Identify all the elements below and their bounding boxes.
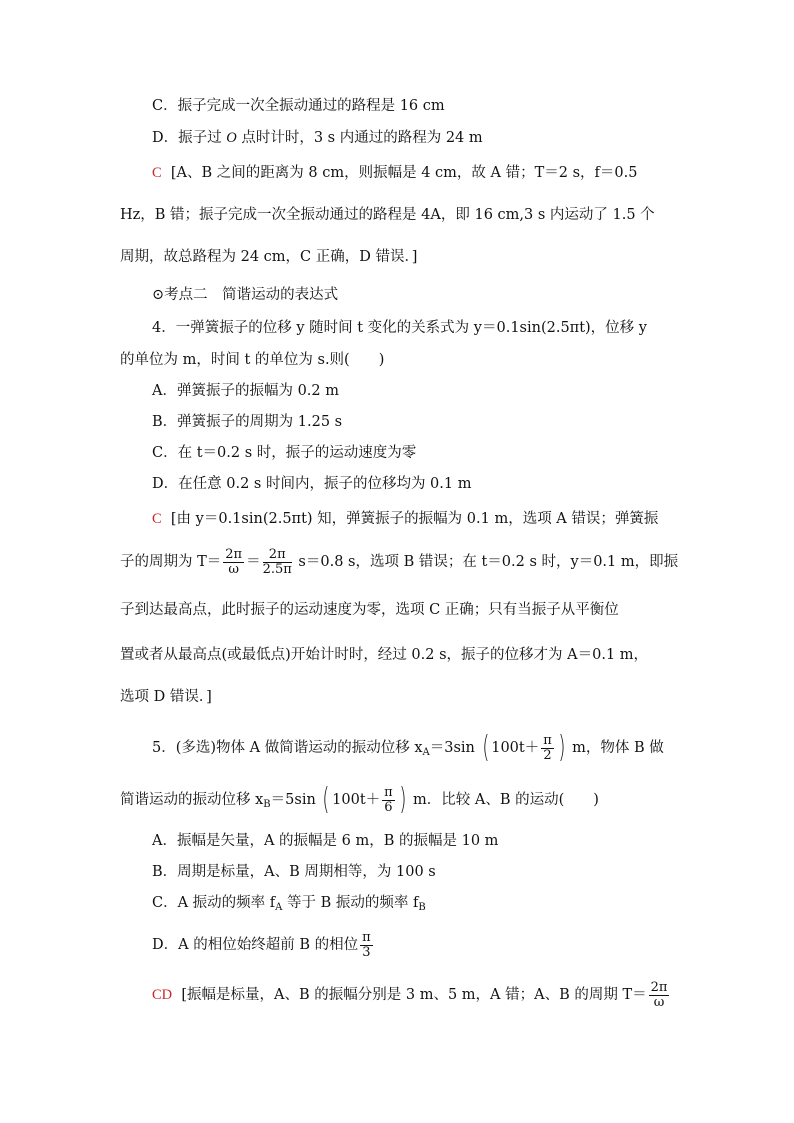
- section-heading: [152, 285, 338, 305]
- q4-stem-2: 的单位为 m，时间 t 的单位为 s.则( ): [120, 352, 385, 368]
- q4-option-a: A．弹簧振子的振幅为 0.2 m: [152, 383, 339, 399]
- q3-option-d: D．振子过 O 点时计时，3 s 内通过的路程为 24 m: [152, 130, 483, 146]
- q4-answer: C: [152, 511, 162, 527]
- q4-option-c: C．在 t＝0.2 s 时，振子的运动速度为零: [152, 445, 417, 461]
- q5-option-d: D．A 的相位始终超前 B 的相位 $\frac{\pi}{3}$: [152, 929, 371, 960]
- q5-stem-1: 5．(多选)物体 A 做简谐运动的振动位移 $x_A=3\sin$ ( 100t＋ $\frac{\pi}{2}$ ) m，物体 B 做: [152, 730, 664, 765]
- q4-stem-1: 4．一弹簧振子的位移 y 随时间 t 变化的关系式为 y＝0.1sin(2.5πt)，位移 y: [152, 320, 647, 336]
- q5-stem-2: 简谐运动的振动位移 $x_B=5\sin$ ( 100t＋ $\frac{\pi}{6}$ ) m．比较 A、B 的运动( ): [120, 782, 599, 817]
- q5-answer-line: [152, 977, 671, 1013]
- fraction-2pi-omega: $\frac{2\pi}{\omega}$: [225, 546, 243, 577]
- q4-explanation-5: 选项 D 错误．]: [120, 689, 212, 705]
- q3-explanation-2: Hz，B 错；振子完成一次全振动通过的路程是 4A，即 16 cm,3 s 内运动了 1.5 个: [120, 207, 655, 223]
- q3-explanation-1: [A、B 之间的距离为 8 cm，则振幅是 4 cm，故 A 错；T＝2 s，f＝0.5: [170, 165, 638, 181]
- q5-answer: CD: [152, 987, 173, 1003]
- fraction-2pi-2-5pi: $\frac{2\pi}{2.5\pi}$: [262, 546, 292, 577]
- q3-explanation-3: 周期，故总路程为 24 cm，C 正确，D 错误．]: [120, 249, 418, 265]
- q5-explanation-1: [振幅是标量，A、B 的振幅分别是 3 m、5 m，A 错；A、B 的周期 T＝: [181, 987, 647, 1003]
- q4-explanation-1: [由 y＝0.1sin(2.5πt) 知，弹簧振子的振幅为 0.1 m，选项 A 错误；弹簧振: [170, 511, 659, 527]
- q4-explanation-2: 子的周期为 T＝ $\frac{2\pi}{\omega}$ ＝ $\frac{2\pi}{2.5\pi}$ s＝0.8 s，选项 B 错误；在 t＝0.2 s 时，y＝0.1 m，即振: [120, 546, 679, 577]
- q4-option-d: D．在任意 0.2 s 时间内，振子的位移均为 0.1 m: [152, 476, 472, 492]
- fraction-2pi-omega-q5: $\frac{2\pi}{\omega}$: [650, 979, 668, 1010]
- q5-option-c: C．A 振动的频率 $f_A$ 等于 B 振动的频率 $f_B$: [152, 895, 426, 913]
- q5-option-b: B．周期是标量，A、B 周期相等，为 100 s: [152, 864, 436, 880]
- q4-explanation-3: 子到达最高点，此时振子的运动速度为零，选项 C 正确；只有当振子从平衡位: [120, 602, 619, 618]
- q4-option-b: B．弹簧振子的周期为 1.25 s: [152, 414, 343, 430]
- q4-explanation-4: 置或者从最高点(或最低点)开始计时时，经过 0.2 s，振子的位移才为 A＝0.1 m，: [120, 647, 649, 663]
- fraction-pi-2: $\frac{\pi}{2}$: [543, 732, 552, 763]
- q3-answer-line: [152, 163, 637, 183]
- q5-option-a: A．振幅是矢量，A 的振幅是 6 m，B 的振幅是 10 m: [152, 833, 499, 849]
- section-title: 考点二 简谐运动的表达式: [164, 287, 339, 303]
- q4-answer-line: [152, 509, 658, 529]
- fraction-pi-6: $\frac{\pi}{6}$: [384, 784, 393, 815]
- q3-option-c: C．振子完成一次全振动通过的路程是 16 cm: [152, 98, 445, 114]
- q3-answer: C: [152, 165, 162, 181]
- target-icon: ⊙: [152, 287, 165, 303]
- fraction-pi-3: $\frac{\pi}{3}$: [362, 929, 371, 960]
